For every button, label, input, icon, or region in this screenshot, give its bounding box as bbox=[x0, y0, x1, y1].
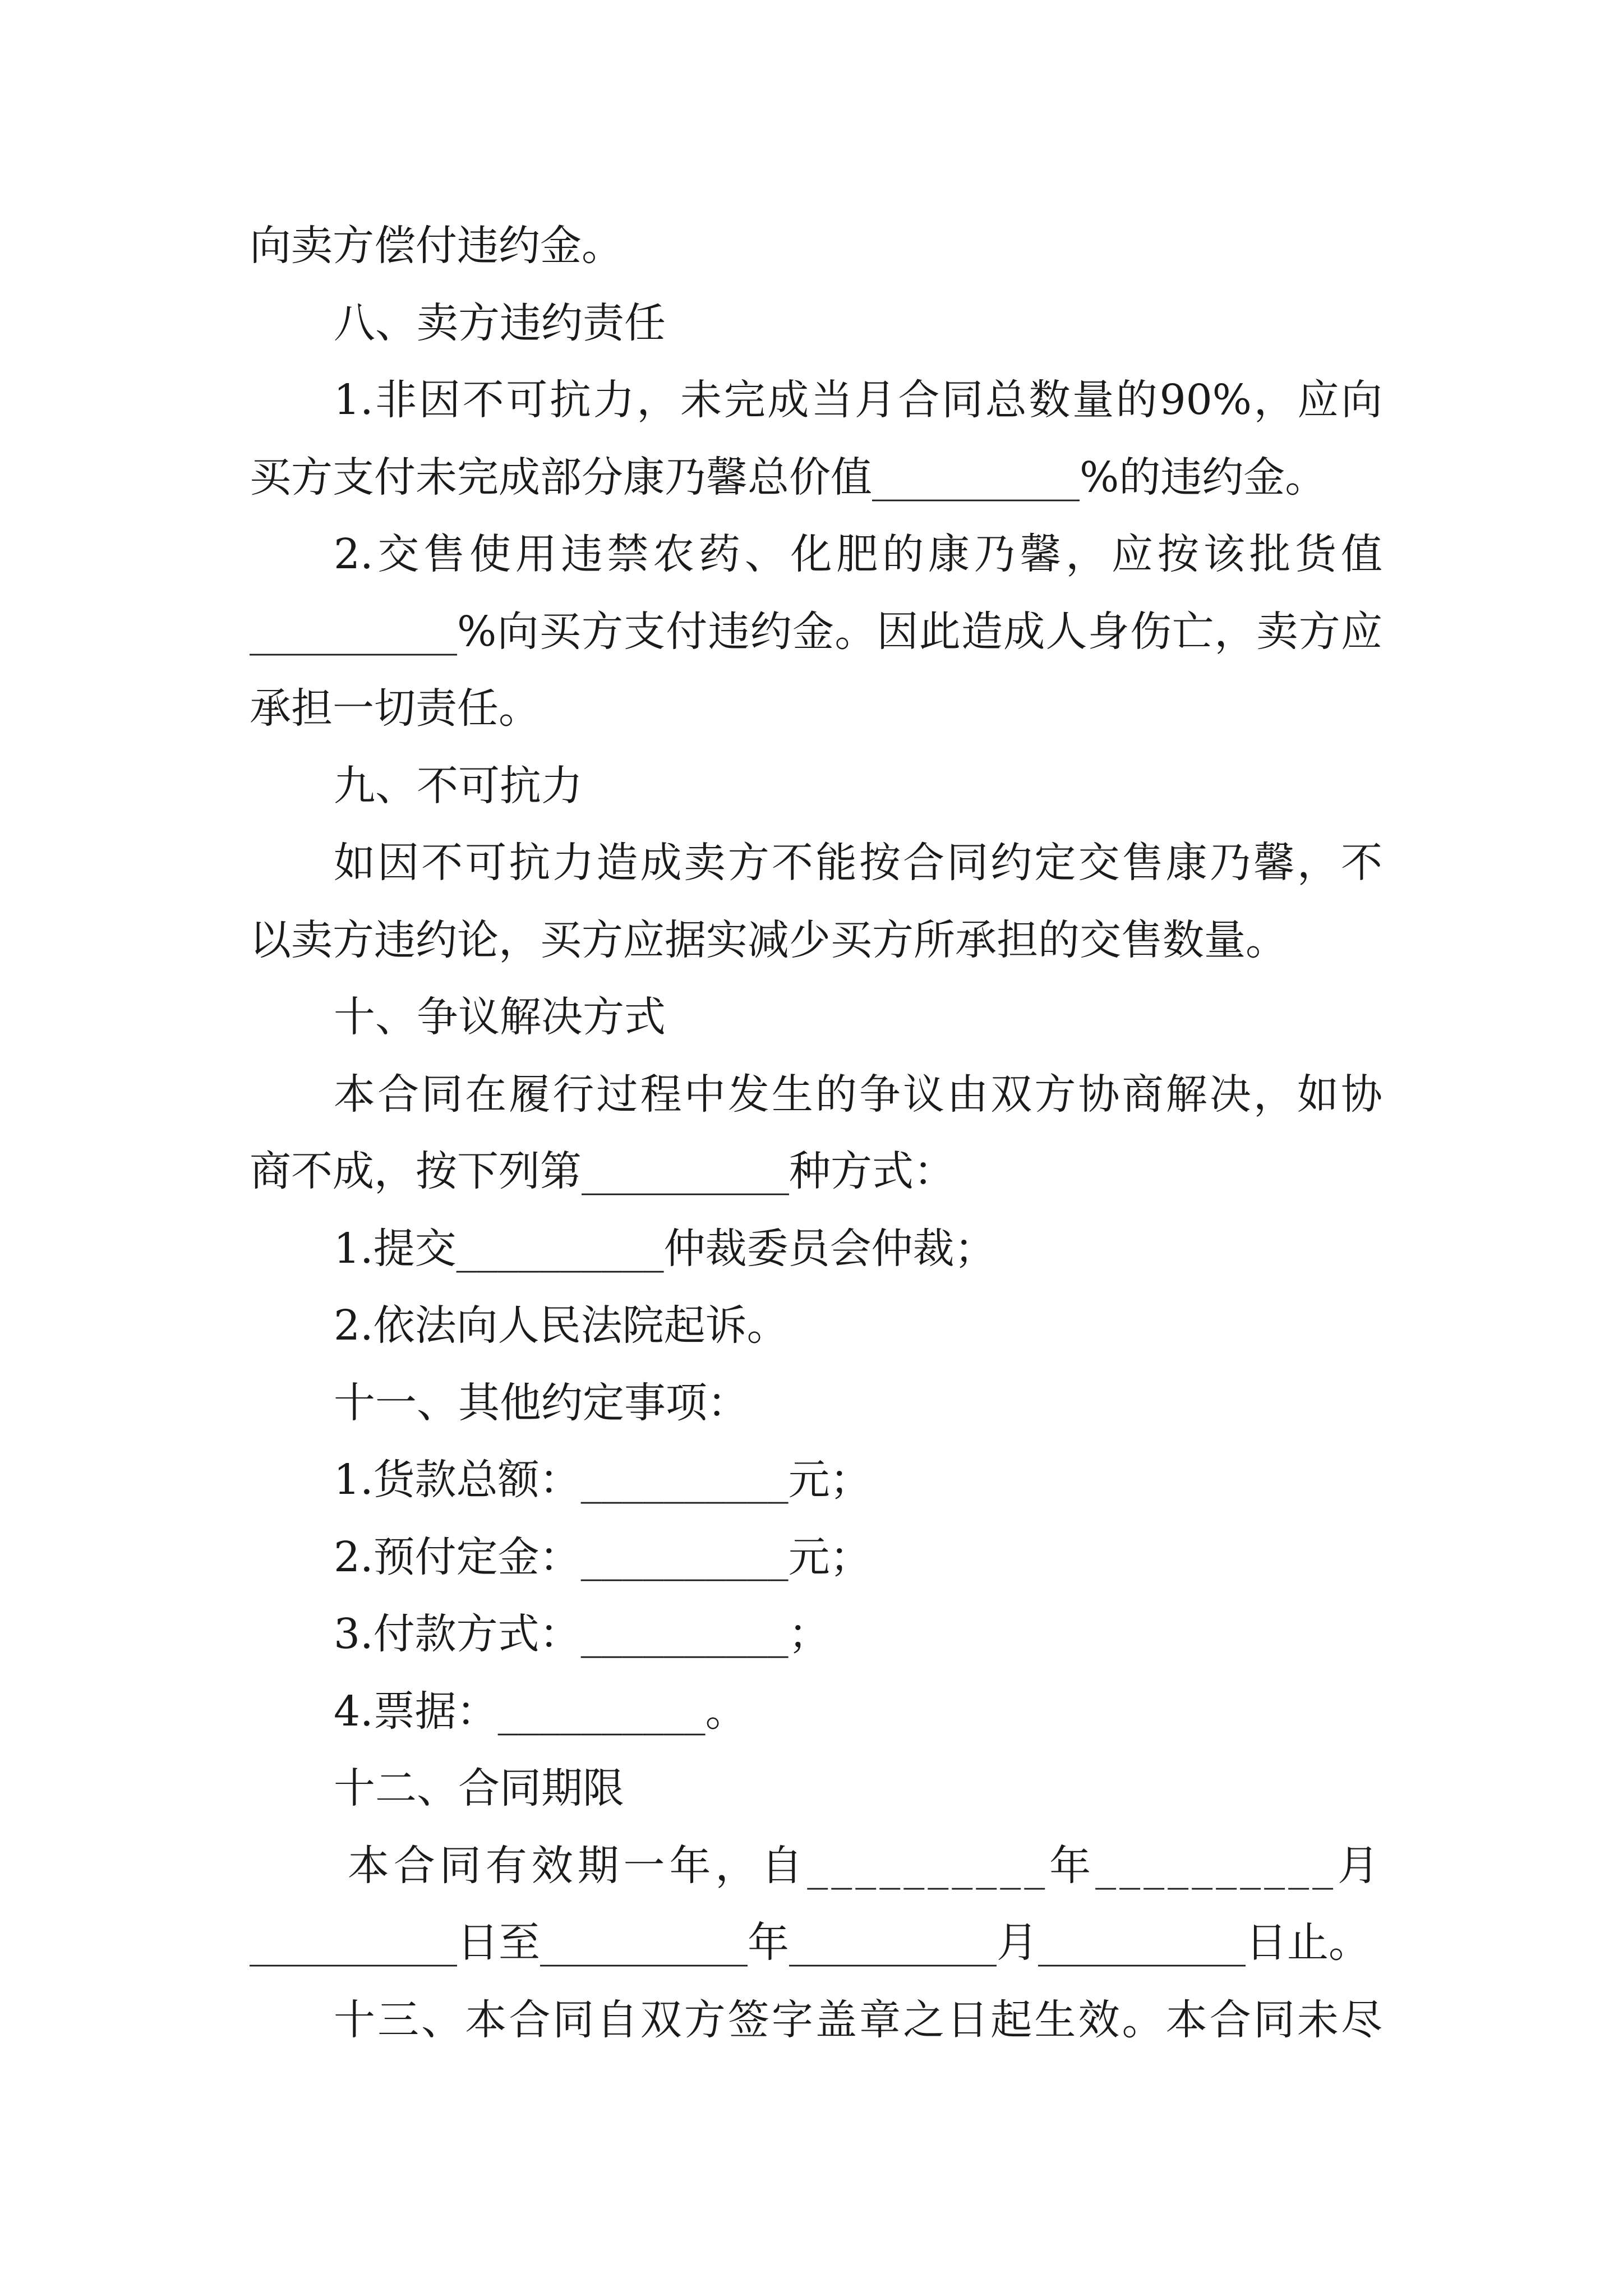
text-line: 承担一切责任。 bbox=[250, 684, 540, 733]
section-heading-9: 九、不可抗力 bbox=[334, 761, 583, 810]
contract-text bbox=[250, 208, 1382, 2059]
text-line: 商不成，按下列第__________种方式： bbox=[250, 1147, 955, 1195]
text-line: 买方支付未完成部分康乃馨总价值__________%的违约金。 bbox=[250, 453, 1327, 501]
list-item: 1.提交__________仲裁委员会仲裁； bbox=[334, 1224, 996, 1273]
list-item: 2.预付定金：__________元； bbox=[334, 1533, 872, 1581]
text-line: 本合同在履行过程中发生的争议由双方协商解决，如协 bbox=[334, 1070, 1382, 1119]
text-line: __________日至__________年__________月__________日止。 bbox=[250, 1918, 1370, 1967]
list-item: 2.依法向人民法院起诉。 bbox=[334, 1301, 789, 1350]
text-line: 向卖方偿付违约金。 bbox=[250, 222, 623, 270]
text-line: 如因不可抗力造成卖方不能按合同约定交售康乃馨，不 bbox=[334, 839, 1382, 887]
section-heading-8: 八、卖方违约责任 bbox=[334, 298, 666, 347]
text-line: __________%向买方支付违约金。因此造成人身伤亡，卖方应 bbox=[250, 607, 1382, 656]
list-item: 3.付款方式：__________； bbox=[334, 1610, 830, 1658]
text-line: 以卖方违约论，买方应据实减少买方所承担的交售数量。 bbox=[250, 915, 1287, 964]
list-item: 4.票据：__________。 bbox=[334, 1687, 747, 1736]
text-line: 本合同有效期一年，自__________年__________月 bbox=[348, 1841, 1382, 1890]
text-line: 2.交售使用违禁农药、化肥的康乃馨，应按该批货值 bbox=[334, 530, 1382, 578]
section-heading-10: 十、争议解决方式 bbox=[334, 993, 666, 1041]
text-line: 1.非因不可抗力，未完成当月合同总数量的90%，应向 bbox=[334, 376, 1382, 424]
section-heading-11: 十一、其他约定事项： bbox=[334, 1378, 749, 1427]
list-item: 1.货款总额：__________元； bbox=[334, 1456, 872, 1504]
section-heading-12: 十二、合同期限 bbox=[334, 1764, 624, 1812]
text-line: 十三、本合同自双方签字盖章之日起生效。本合同未尽 bbox=[334, 1995, 1382, 2044]
